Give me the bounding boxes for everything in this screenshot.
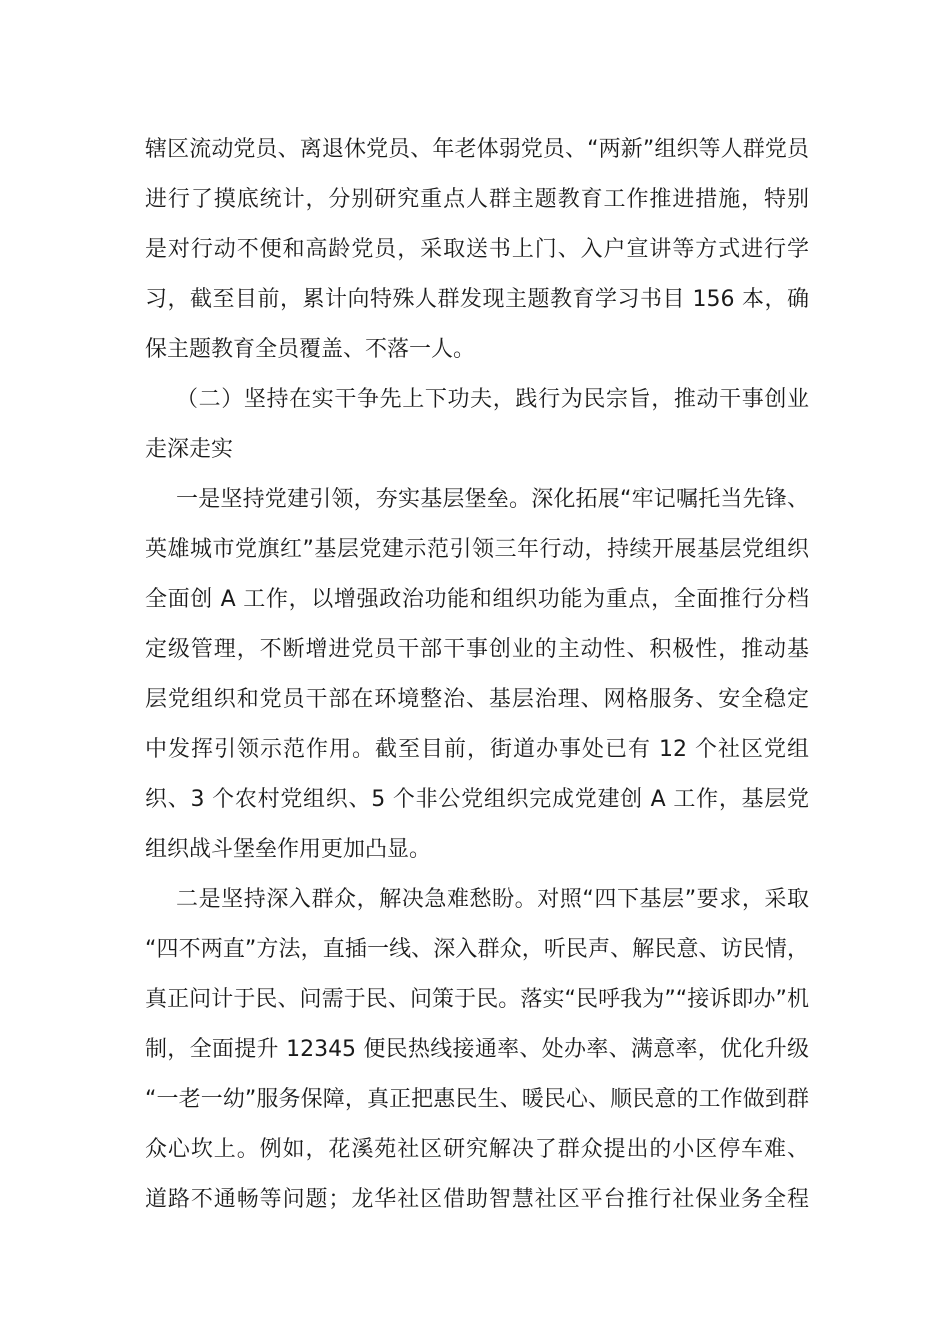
paragraph-3-line-5: “一老一幼”服务保障，真正把惠民生、暖民心、顺民意的工作做到群 [145,1087,809,1112]
paragraph-2-line-6: 中发挥引领示范作用。截至目前，街道办事处已有 12 个社区党组 [145,737,809,762]
paragraph-3-line-4: 制，全面提升 12345 便民热线接通率、处办率、满意率，优化升级 [145,1037,809,1062]
paragraph-3-line-3: 真正问计于民、问需于民、问策于民。落实“民呼我为”“接诉即办”机 [145,987,809,1012]
section-heading-line-2: 走深走实 [145,437,234,462]
paragraph-2-line-3: 全面创 A 工作，以增强政治功能和组织功能为重点，全面推行分档 [145,587,809,612]
paragraph-1-line-5: 保主题教育全员覆盖、不落一人。 [145,337,476,362]
paragraph-1-line-3: 是对行动不便和高龄党员，采取送书上门、入户宣讲等方式进行学 [145,237,809,262]
paragraph-2-line-2: 英雄城市党旗红”基层党建示范引领三年行动，持续开展基层党组织 [145,537,809,562]
paragraph-3-line-7: 道路不通畅等问题；龙华社区借助智慧社区平台推行社保业务全程 [145,1187,809,1212]
paragraph-1-line-4: 习，截至目前，累计向特殊人群发现主题教育学习书目 156 本，确 [145,287,809,312]
paragraph-2-line-8: 组织战斗堡垒作用更加凸显。 [145,837,432,862]
paragraph-3-line-1: 二是坚持深入群众，解决急难愁盼。对照“四下基层”要求，采取 [176,887,809,912]
paragraph-2-line-5: 层党组织和党员干部在环境整治、基层治理、网格服务、安全稳定 [145,687,809,712]
paragraph-1-line-1: 辖区流动党员、离退休党员、年老体弱党员、“两新”组织等人群党员 [145,137,809,162]
paragraph-2-line-4: 定级管理，不断增进党员干部干事创业的主动性、积极性，推动基 [145,637,809,662]
paragraph-3-line-6: 众心坎上。例如，花溪苑社区研究解决了群众提出的小区停车难、 [145,1137,809,1162]
section-heading-line-1: （二）坚持在实干争先上下功夫，践行为民宗旨，推动干事创业 [176,387,809,412]
paragraph-2-line-7: 织、3 个农村党组织、5 个非公党组织完成党建创 A 工作，基层党 [145,787,809,812]
paragraph-3-line-2: “四不两直”方法，直插一线、深入群众，听民声、解民意、访民情， [145,937,809,962]
paragraph-1-line-2: 进行了摸底统计，分别研究重点人群主题教育工作推进措施，特别 [145,187,809,212]
paragraph-2-line-1: 一是坚持党建引领，夯实基层堡垒。深化拓展“牢记嘱托当先锋、 [176,487,809,512]
